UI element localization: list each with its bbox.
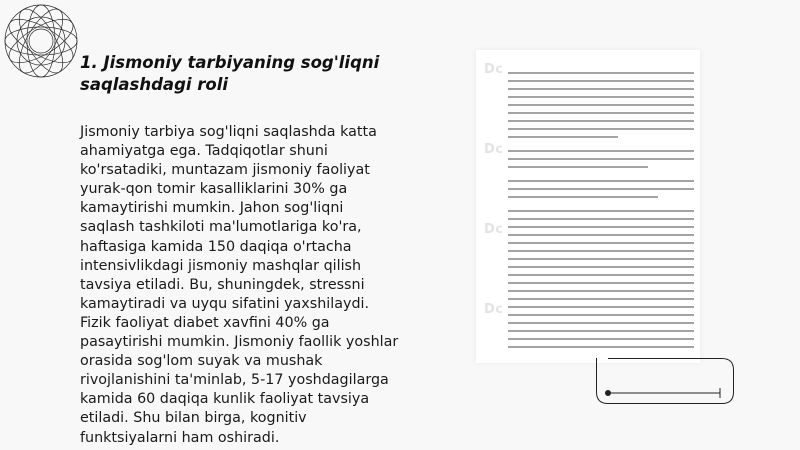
line-with-dot-and-plus-icon — [596, 358, 734, 404]
watermark: Dc — [484, 302, 504, 317]
watermark: Dc — [484, 62, 504, 77]
rosette-ornament-icon — [2, 2, 80, 80]
slide-title: 1. Jismoniy tarbiyaning sog'liqni saqlashdagi roli — [80, 53, 380, 94]
watermark: Dc — [484, 142, 504, 157]
slide-body-text: Jismoniy tarbiya sog'liqni saqlashda katta ahamiyatga ega. Tadqiqotlar shuni ko'rsatadiki, muntazam jismoniy faoliyat yurak-qon tomir kasalliklarini 30% ga kamaytirishi mumkin. Jahon sog'liqni saqlash tashkiloti ma'lumotlariga ko'ra, haftasiga kamida 150 daqiqa o'rtacha intensivlikdagi jismoniy mashqlar qilish tavsiya etiladi. Bu, shuningdek, stressni kamaytiradi va uyqu sifatini yaxshilaydi. Fizik faoliyat diabet xavfini 40% ga pasaytirishi mumkin. Jismoniy faollik yoshlar orasida sog'lom suyak va mushak rivojlanishini ta'minlab, 5-17 yoshdagilarga kamida 60 daqiqa kunlik faoliyat tavsiya etiladi. Shu bilan birga, kognitiv funktsiyalarni ham oshiradi. — [80, 124, 399, 446]
document-preview-image — [476, 50, 700, 363]
watermark: Dc — [484, 222, 504, 237]
